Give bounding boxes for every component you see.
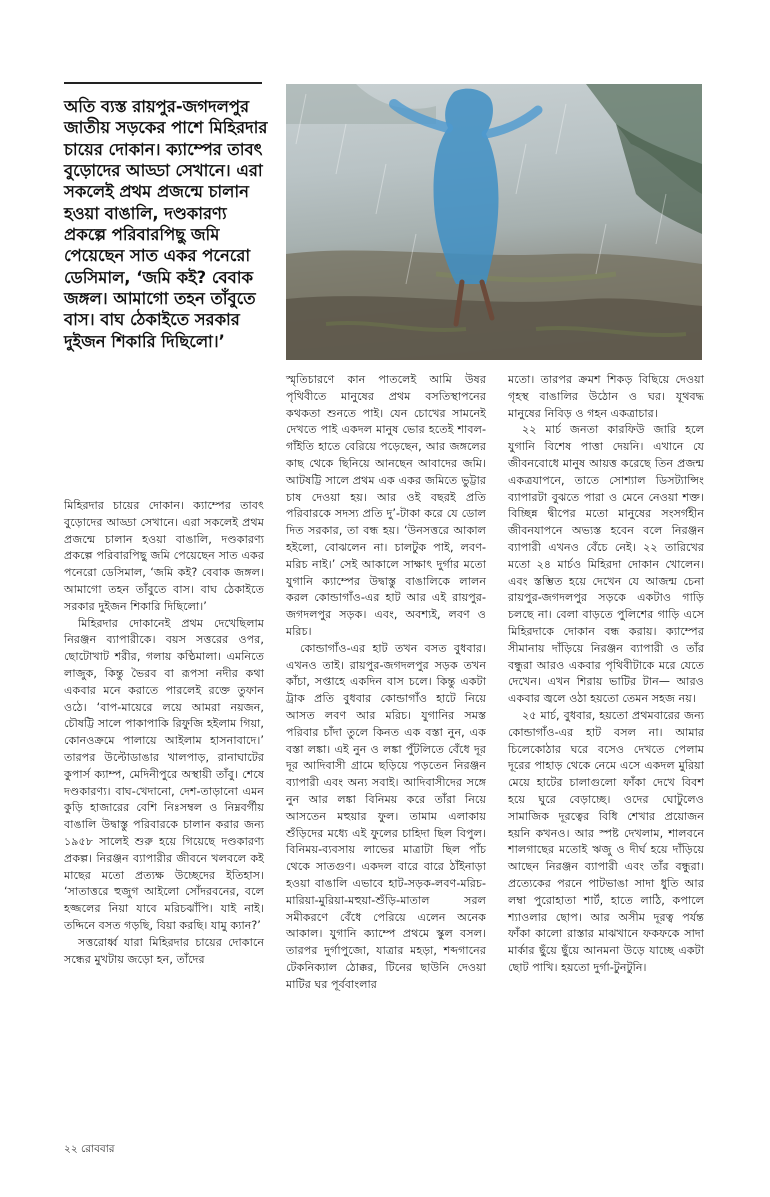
paragraph: ২২ মার্চ জনতা কারফিউ জারি হলে যুগানি বিশেষ পাত্তা দেয়নি। এখানে যে জীবনবোধে মানুষ আয়ত্ত করেছে তিন প্রজন্ম একত্রযাপনে, তাতে সোশ্যাল ডিসট্যান্সিং ব্যাপারটা বুঝতে পারা ও মেনে নেওয়া শক্ত। বিচ্ছিন্ন দ্বীপের মতো মানুষের সংসর্গহীন জীবনযাপনে অভ্যস্ত হবেন বলে নিরঞ্জন ব্যাপারী এখনও বেঁচে নেই। ২২ তারিখের মতো ২৪ মার্চও মিহিরদা দোকান খোলেন। এবং স্তম্ভিত হয়ে দেখেন যে আজন্ম চেনা রায়পুর-জগদলপুর সড়কে একটাও গাড়ি চলছে না। বেলা বাড়তে পুলিশের গাড়ি এসে মিহিরদাকে দোকান বন্ধ করায়। ক্যাম্পের সীমানায় দাঁড়িয়ে নিরঞ্জন ব্যাপারী ও তাঁর বন্ধুরা আরও একবার পৃথিবীটাকে মরে যেতে দেখেন। এখন শিরায় ভাটির টান— আরও একবার জ্বলে ওঠা হয়তো তেমন সহজ নয়। [508,423,704,706]
paragraph: মতো। তারপর ক্রমশ শিকড় বিছিয়ে দেওয়া গৃহস্থ বাঙালির উঠোন ও ঘর। যূথবদ্ধ মানুষের নিবিড় ও গহন একত্রাচার। [508,373,704,420]
photo-woman-walking-in-rain [286,84,702,360]
pull-quote: অতি ব্যস্ত রায়পুর-জগদলপুর জাতীয় সড়কের পাশে মিহিরদার চায়ের দোকান। ক্যাম্পের তাবৎ বুড়োদের আড্ডা সেখানে। এরা সকলেই প্রথম প্রজন্মে চালান হওয়া বাঙালি, দণ্ডকারণ্য প্রকল্পে পরিবারপিছু জমি পেয়েছেন সাত একর পনেরো ডেসিমাল, ‘জমি কই? বেবাক জঙ্গল। আমাগো তহন তাঁবুতে বাস। বাঘ ঠেকাইতে সরকার দুইজন শিকারি দিছিলো।’ [64,97,268,351]
paragraph: মিহিরদার চায়ের দোকান। ক্যাম্পের তাবৎ বুড়োদের আড্ডা সেখানে। এরা সকলেই প্রথম প্রজন্মে চালান হওয়া বাঙালি, দণ্ডকারণ্য প্রকল্পে পরিবারপিছু জমি পেয়েছেন সাত একর পনেরো ডেসিমাল, ‘জমি কই? বেবাক জঙ্গল। আমাগো তহন তাঁবুতে বাস। বাঘ ঠেকাইতে সরকার দুইজন শিকারি দিছিলো।’ [64,499,264,613]
pull-quote-rule [64,82,262,84]
article-column-3 [508,372,704,977]
paragraph: কোন্ডাগাঁও-এর হাট তখন বসত বুধবার। এখনও তাই। রায়পুর-জগদলপুর সড়ক তখন কাঁচা, সপ্তাহে একদিন বাস চলে। কিন্তু একটা ট্রাক প্রতি বুধবার কোন্ডাগাঁও হাটে নিয়ে আসত লবণ আর মরিচ। যুগানির সমস্ত পরিবার চাঁদা তুলে কিনত এক বস্তা নুন, এক বস্তা লঙ্কা। এই নুন ও লঙ্কা পুঁটলিতে বেঁধে দূর দূর আদিবাসী গ্রামে ছড়িয়ে পড়তেন নিরঞ্জন ব্যাপারী এবং অন্য সবাই। আদিবাসীদের সঙ্গে নুন আর লঙ্কা বিনিময় করে তাঁরা নিয়ে আসতেন মহুয়ার ফুল। তামাম এলাকায় শুঁড়িদের মধ্যে এই ফুলের চাহিদা ছিল বিপুল। বিনিময়-ব্যবসায় লাভের মাত্রাটা ছিল পাঁচ থেকে সাতগুণ। একদল বারে বারে ঠাঁইনাড়া হওয়া বাঙালি এভাবে হাট-সড়ক-লবণ-মরিচ-মারিয়া-মুরিয়া-মহুয়া-শুঁড়ি-মাতাল সরল সমীকরণে বেঁধে পেরিয়ে এলেন অনেক আকাল। যুগানি ক্যাম্পে প্রথমে স্কুল বসল। তারপর দুর্গাপুজো, যাত্রার মহড়া, শব্দগানের টেকনিক্যাল ঠোক্কর, টিনের ছাউনি দেওয়া মাটির ঘর পূর্ববাংলার [286,641,486,991]
paragraph: মিহিরদার দোকানেই প্রথম দেখেছিলাম নিরঞ্জন ব্যাপারীকে। বয়স সত্তরের ওপর, ছোটোখাট শরীর, গলায় কণ্ঠিমালা। এমনিতে লাজুক, কিন্তু ভৈরব বা রূপসা নদীর কথা একবার মনে করাতে পারলেই রক্তে তুফান ওঠে। ‘বাপ-মায়েরে লয়ে আমরা নয়জন, চৌষট্টি সালে পাকাপাকি রিফুজি হইলাম গিয়া, কোনওক্রমে পালায়ে আইলাম হাসনাবাদে।’ তারপর উল্টোডাঙার খালপাড়, রানাঘাটের কুপার্স ক্যাম্প, মেদিনীপুরে অস্থায়ী তাঁবু। শেষে দণ্ডকারণ্য। বাঘ-খেদানো, দেশ-তাড়ানো এমন কুড়ি হাজারের বেশি নিঃসম্বল ও নিম্নবর্গীয় বাঙালি উদ্বাস্তু পরিবারকে চালান করার জন্য ১৯৫৮ সালেই শুরু হয়ে গিয়েছে দণ্ডকারণ্য প্রকল্প। নিরঞ্জন ব্যাপারীর জীবনে খলবলে কই মাছের মতো প্রত্যক্ষ উচ্ছেদের ইতিহাস। ‘সাতাত্তরে হুজুগ আইলো সোঁদরবনের, বলে হজ্জলের নিয়া যাবে মরিচঝাঁপি। যাই নাই। তদ্দিনে বসত গড়ছি, বিয়া করছি। যামু ক্যান?’ [64,616,264,932]
photo-illustration [286,84,702,360]
paragraph: স্মৃতিচারণে কান পাতলেই আমি উষর পৃথিবীতে মানুষের প্রথম বসতিস্থাপনের কথকতা শুনতে পাই। যেন চোখের সামনেই দেখতে পাই একদল মানুষ ভোর হতেই শাবল-গাঁইতি হাতে বেরিয়ে পড়েছেন, আর জঙ্গলের কাছ থেকে ছিনিয়ে আনছেন আবাদের জমি। আটষট্টি সালে প্রথম এক একর জমিতে ভুট্টার চাষ দেওয়া হয়। আর ওই বছরই প্রতি পরিবারকে সদস্য প্রতি দু’-টাকা করে যে ডোল দিত সরকার, তা বন্ধ হয়। ‘উনসত্তরে আকাল হইলো, বোঝলেন না। চালটুক পাই, লবণ-মরিচ নাই।’ সেই আকালে সাক্ষাৎ দুর্গার মতো যুগানি ক্যাম্পের উদ্বাস্তু বাঙালিকে লালন করল কোন্ডাগাঁও-এর হাট আর এই রায়পুর-জগদলপুর সড়ক। এবং, অবশ্যই, লবণ ও মরিচ। [286,373,486,638]
page-footer: ২২ রোববার [64,1143,115,1155]
paragraph: সত্তরোর্ধ্ব যারা মিহিরদার চায়ের দোকানে সন্ধের মুখটায় জড়ো হন, তাঁদের [64,935,264,966]
paragraph: ২৫ মার্চ, বুধবার, হয়তো প্রথমবারের জন্য কোন্ডাগাঁও-এর হাট বসল না। আমার চিলেকোঠার ঘরে বসেও দেখতে পেলাম দূরের পাহাড় থেকে নেমে এসে একদল মুরিয়া মেয়ে হাটের চালাগুলো ফাঁকা দেখে বিবশ হয়ে ঘুরে বেড়াচ্ছে। ওদের ঘোটুলেও সামাজিক দূরত্বের বিধি শেখার প্রয়োজন হয়নি কখনও। আর স্পষ্ট দেখলাম, শালবনে শালগাছের মতোই ঋজু ও দীর্ঘ হয়ে দাঁড়িয়ে আছেন নিরঞ্জন ব্যাপারী এবং তাঁর বন্ধুরা। প্রত্যেকের পরনে পাটভাঙা সাদা ধুতি আর লম্বা পুরোহাতা শার্ট, হাতে লাঠি, কপালে শ্যাওলার ছোপ। আর অসীম দূরত্ব পর্যন্ত ফাঁকা কালো রাস্তার মাঝখানে ফকফকে সাদা মার্কার ছুঁয়ে ছুঁয়ে আনমনা উড়ে যাচ্ছে একটা ছোট পাখি। হয়তো দুর্গা-টুনটুনি। [508,708,704,974]
article-column-2 [286,372,486,993]
article-column-1 [64,498,264,968]
